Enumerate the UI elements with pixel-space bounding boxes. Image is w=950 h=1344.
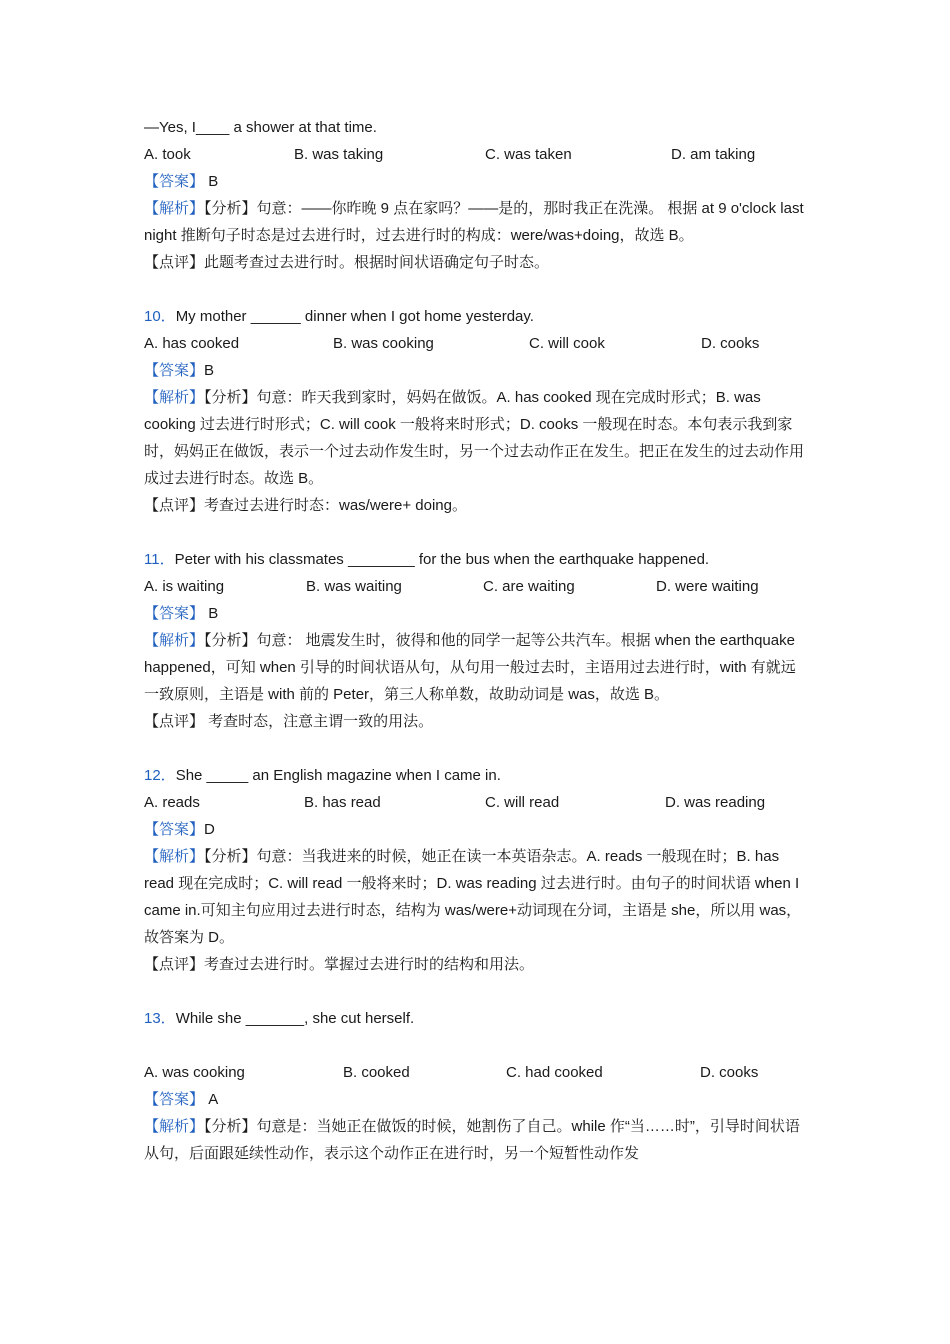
option-a: A. is waiting — [144, 578, 225, 595]
comment-line: 【点评】考查过去进行时。掌握过去进行时的结构和用法。 — [144, 956, 535, 973]
option-c: C. are waiting — [483, 578, 575, 595]
answer-value: B — [208, 173, 219, 190]
option-b: B. has read — [304, 794, 381, 811]
analysis-text: 【分析】句意：当我进来的时候，她正在读一本英语杂志。A. reads 一般现在时；B. has read 现在完成时；C. will read 一般将来时；D. was reading 过去进行时。由句子的时间状语 when I came in.可知主句应用过去进行时态，结构为 was/were+动词现在分词，主语是 she，所以用 was，故答案为 D。 — [144, 848, 802, 946]
option-a: A. reads — [144, 794, 200, 811]
option-b: B. was waiting — [306, 578, 402, 595]
option-a: A. was cooking — [144, 1064, 245, 1081]
answer-tag: 【答案】 — [144, 173, 205, 190]
option-c: C. will cook — [529, 335, 605, 352]
question-number: 10． — [144, 308, 176, 325]
answer-value: B — [208, 605, 219, 622]
option-c: C. had cooked — [506, 1064, 603, 1081]
option-b: B. cooked — [343, 1064, 410, 1081]
analysis-text: 【分析】句意： 地震发生时，彼得和他的同学一起等公共汽车。根据 when the earthquake happened，可知 when 引导的时间状语从句，从句用一般过去时，主语用过去进行时，with 有就远一致原则，主语是 with 前的 Peter，第三人称单数，故助动词是 was，故选 B。 — [144, 632, 796, 703]
answer-tag: 【答案】 — [144, 605, 205, 622]
question-stem-line — [144, 1005, 808, 1032]
comment-line: 【点评】 考查时态，注意主谓一致的用法。 — [144, 713, 434, 730]
question-options — [144, 330, 808, 357]
analysis-paragraph — [144, 843, 808, 951]
option-d: D. was reading — [665, 794, 766, 811]
analysis-paragraph — [144, 627, 808, 708]
document-content — [144, 114, 808, 1167]
analysis-text: 【分析】句意是：当她正在做饭的时候，她割伤了自己。while 作“当……时”，引导时间状语从句，后面跟延续性动作，表示这个动作正在进行时，另一个短暂性动作发 — [144, 1118, 800, 1162]
question-number: 11． — [144, 551, 175, 568]
comment-line: 【点评】此题考查过去进行时。根据时间状语确定句子时态。 — [144, 254, 550, 271]
question-9 — [144, 114, 808, 276]
analysis-text: 【分析】句意：昨天我到家时，妈妈在做饭。A. has cooked 现在完成时形式；B. was cooking 过去进行时形式；C. will cook 一般将来时形式；D. cooks 一般现在时态。本句表示我到家时，妈妈正在做饭，表示一个过去动作发生时，另一个过去动作正在发生。把正在发生的过去动作用成过去进行时态。故选 B。 — [144, 389, 805, 487]
analysis-tag: 【解析】 — [144, 1118, 205, 1135]
question-12 — [144, 762, 808, 978]
answer-tag: 【答案】 — [144, 821, 205, 838]
option-d: D. am taking — [671, 146, 756, 163]
analysis-tag: 【解析】 — [144, 848, 205, 865]
question-13 — [144, 1005, 808, 1167]
question-number: 12． — [144, 767, 176, 784]
answer-value: A — [208, 1091, 219, 1108]
option-d: D. were waiting — [656, 578, 759, 595]
option-d: D. cooks — [700, 1064, 759, 1081]
analysis-text: 【分析】句意：——你昨晚 9 点在家吗？——是的，那时我正在洗澡。 根据 at 9 o'clock last night 推断句子时态是过去进行时，过去进行时的构成：were/was+doing，故选 B。 — [144, 200, 804, 244]
answer-tag: 【答案】 — [144, 1091, 205, 1108]
question-10 — [144, 303, 808, 519]
question-11 — [144, 546, 808, 735]
option-c: C. will read — [485, 794, 560, 811]
question-number: 13． — [144, 1010, 176, 1027]
comment-line: 【点评】考查过去进行时态：was/were+ doing。 — [144, 497, 467, 514]
question-stem-line — [144, 762, 808, 789]
question-stem: While she _______, she cut herself. — [175, 1010, 415, 1027]
answer-line — [144, 816, 808, 843]
answer-line — [144, 1086, 808, 1113]
question-stem-line — [144, 546, 808, 573]
analysis-tag: 【解析】 — [144, 632, 205, 649]
question-stem: —Yes, I____ a shower at that time. — [144, 119, 377, 136]
answer-line — [144, 357, 808, 384]
answer-tag: 【答案】 — [144, 362, 205, 379]
analysis-paragraph — [144, 195, 808, 249]
option-a: A. has cooked — [144, 335, 240, 352]
answer-line — [144, 168, 808, 195]
question-options — [144, 573, 808, 600]
option-a: A. took — [144, 146, 191, 163]
question-options — [144, 789, 808, 816]
answer-value: D — [204, 821, 215, 838]
analysis-tag: 【解析】 — [144, 200, 205, 217]
option-b: B. was cooking — [333, 335, 434, 352]
question-options — [144, 1059, 808, 1086]
analysis-tag: 【解析】 — [144, 389, 205, 406]
question-stem-line — [144, 303, 808, 330]
answer-value: B — [204, 362, 215, 379]
option-c: C. was taken — [485, 146, 572, 163]
answer-line — [144, 600, 808, 627]
question-stem: Peter with his classmates ________ for the bus when the earthquake happened. — [174, 551, 710, 568]
analysis-paragraph — [144, 1113, 808, 1167]
question-stem: My mother ______ dinner when I got home yesterday. — [175, 308, 534, 325]
option-b: B. was taking — [294, 146, 384, 163]
option-d: D. cooks — [701, 335, 760, 352]
analysis-paragraph — [144, 384, 808, 492]
question-options — [144, 141, 808, 168]
question-stem: She _____ an English magazine when I came in. — [175, 767, 501, 784]
